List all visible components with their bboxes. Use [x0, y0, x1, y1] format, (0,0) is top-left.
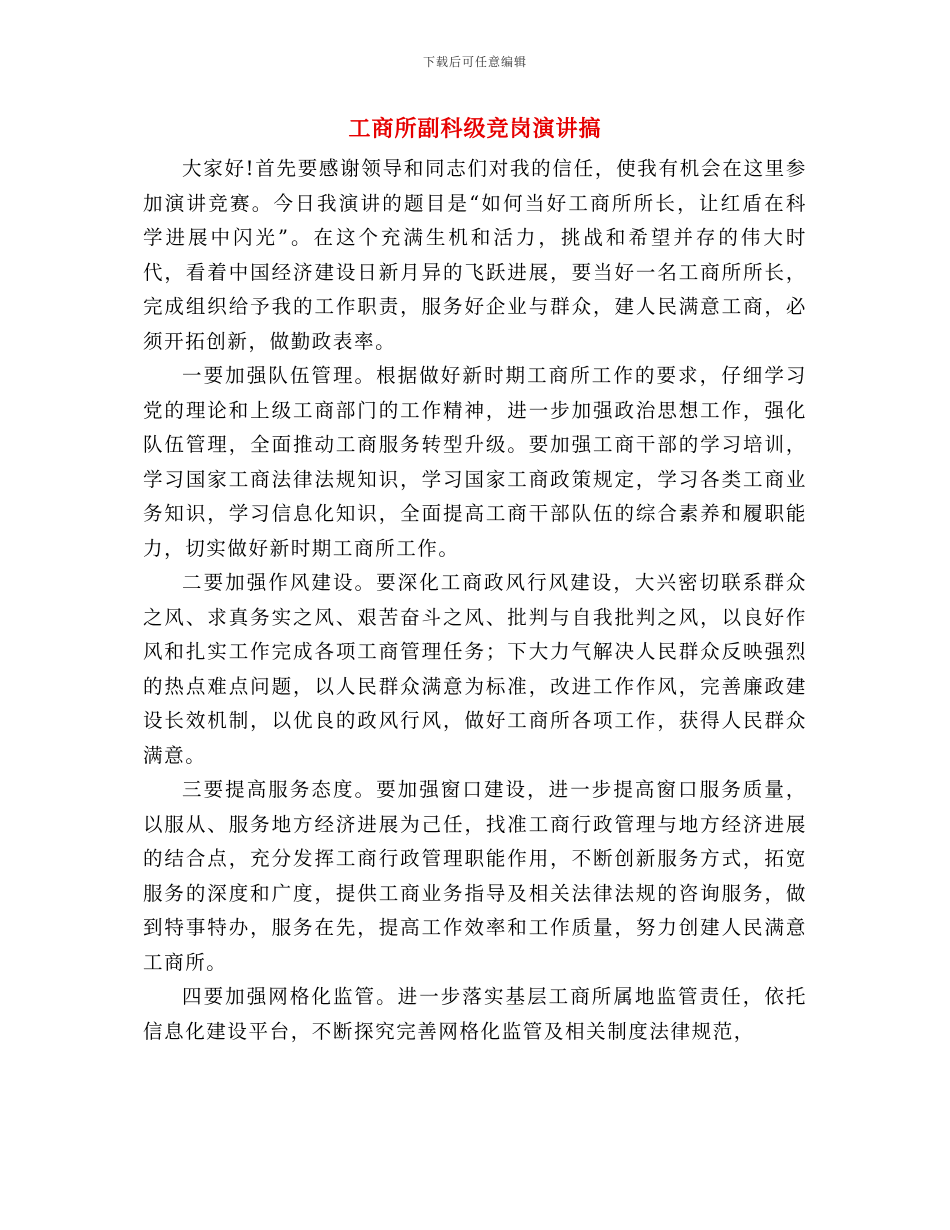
paragraph-work-style: 二要加强作风建设。要深化工商政风行风建设，大兴密切联系群众之风、求真务实之风、艰苦奋斗之风、批判与自我批判之风，以良好作风和扎实工作完成各项工商管理任务；下大力气解决人民群众反映强烈的热点难点问题，以人民群众满意为标准，改进工作作风，完善廉政建设长效机制，以优良的政风行风，做好工商所各项工作，获得人民群众满意。 — [143, 571, 807, 767]
header-note: 下载后可任意编辑 — [422, 55, 527, 69]
document-body — [143, 152, 807, 1049]
paragraph-service-attitude: 三要提高服务态度。要加强窗口建设，进一步提高窗口服务质量，以服从、服务地方经济进展为己任，找准工商行政管理与地方经济进展的结合点，充分发挥工商行政管理职能作用，不断创新服务方式，拓宽服务的深度和广度，提供工商业务指导及相关法律法规的咨询服务，做到特事特办，服务在先，提高工作效率和工作质量，努力创建人民满意工商所。 — [143, 778, 807, 974]
paragraph-team-management: 一要加强队伍管理。根据做好新时期工商所工作的要求，仔细学习党的理论和上级工商部门的工作精神，进一步加强政治思想工作，强化队伍管理，全面推动工商服务转型升级。要加强工商干部的学习培训，学习国家工商法律法规知识，学习国家工商政策规定，学习各类工商业务知识，学习信息化知识，全面提高工商干部队伍的综合素养和履职能力，切实做好新时期工商所工作。 — [143, 364, 807, 560]
paragraph-greeting: 大家好!首先要感谢领导和同志们对我的信任，使我有机会在这里参加演讲竞赛。今日我演讲的题目是“如何当好工商所所长，让红盾在科学进展中闪光”。在这个充满生机和活力，挑战和希望并存的伟大时代，看着中国经济建设日新月异的飞跃进展，要当好一名工商所所长，完成组织给予我的工作职责，服务好企业与群众，建人民满意工商，必须开拓创新，做勤政表率。 — [143, 157, 807, 353]
document-title: 工商所副科级竞岗演讲搞 — [348, 116, 602, 142]
paragraph-grid-supervision: 四要加强网格化监管。进一步落实基层工商所属地监管责任，依托信息化建设平台，不断探究完善网格化监管及相关制度法律规范， — [143, 985, 807, 1043]
